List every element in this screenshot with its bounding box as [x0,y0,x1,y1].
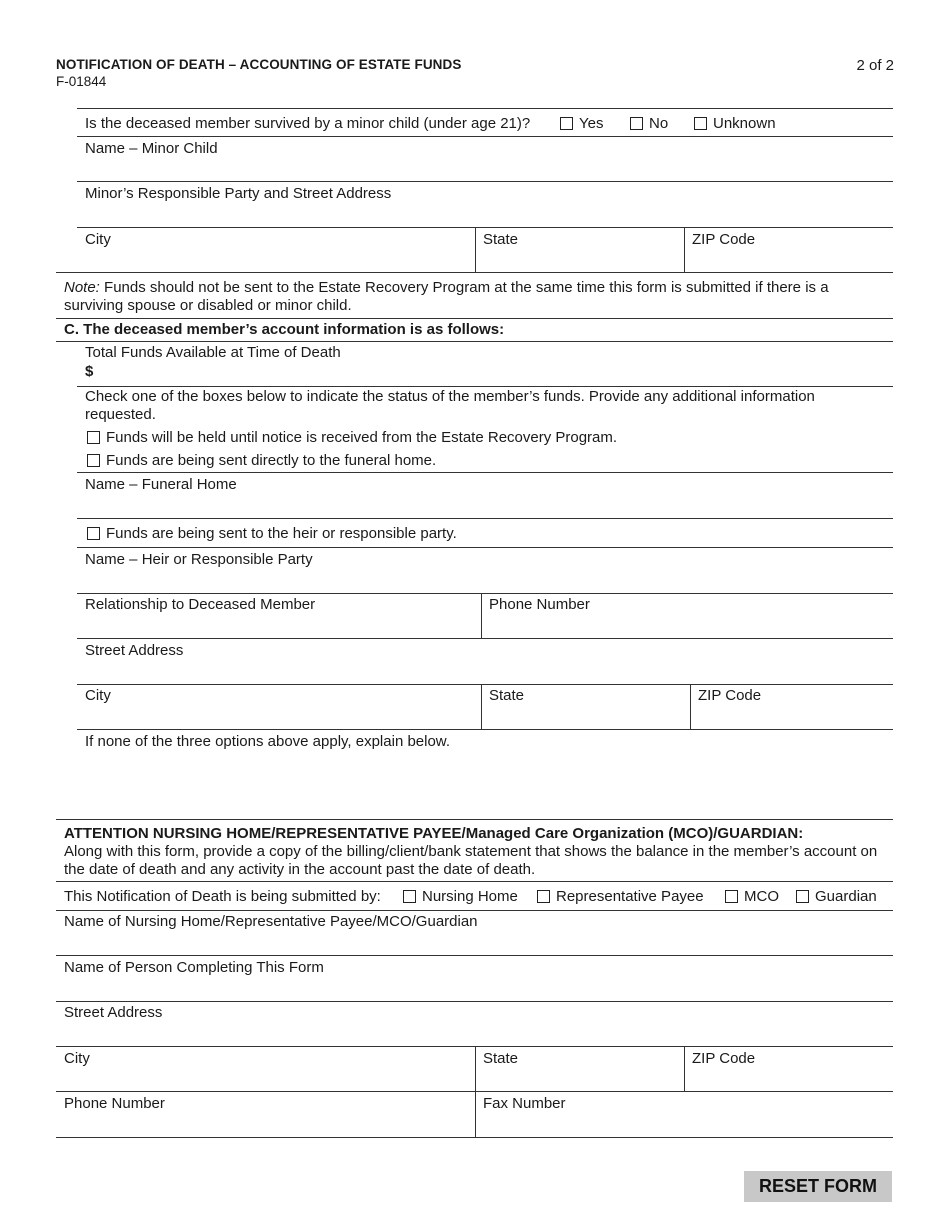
guardian-checkbox[interactable] [796,890,809,903]
rep-payee-checkbox[interactable] [537,890,550,903]
minor-unknown-checkbox[interactable] [694,117,707,130]
minor-child-question: Is the deceased member survived by a minor child (under age 21)? [85,115,531,132]
divider [77,518,893,519]
relationship-label[interactable]: Relationship to Deceased Member [85,596,316,613]
divider [77,136,893,137]
org-name-label[interactable]: Name of Nursing Home/Representative Payee/MCO/Guardian [64,913,478,930]
divider [56,1137,893,1138]
mco-label: MCO [744,888,779,905]
funds-heir-option[interactable] [87,525,457,543]
divider [481,593,482,638]
attention-heading: ATTENTION NURSING HOME/REPRESENTATIVE PAYEE/Managed Care Organization (MCO)/GUARDIAN: [64,825,804,842]
guardian-label: Guardian [815,888,877,905]
submitter-phone-label[interactable]: Phone Number [64,1095,165,1112]
divider [690,684,691,729]
divider [56,955,893,956]
minor-zip-label[interactable]: ZIP Code [692,231,756,248]
divider [56,341,893,342]
funds-funeral-checkbox[interactable] [87,454,100,467]
heir-state-label[interactable]: State [489,687,525,704]
divider [56,819,893,820]
nursing-home-option[interactable] [403,888,518,906]
form-title: NOTIFICATION OF DEATH – ACCOUNTING OF ESTATE FUNDS [56,57,462,72]
divider [77,684,893,685]
mco-checkbox[interactable] [725,890,738,903]
funds-heir-label: Funds are being sent to the heir or responsible party. [106,525,457,542]
divider [77,181,893,182]
heir-street-label[interactable]: Street Address [85,642,184,659]
submitter-fax-label[interactable]: Fax Number [483,1095,566,1112]
nursing-home-checkbox[interactable] [403,890,416,903]
divider [475,227,476,273]
minor-party-address-label[interactable]: Minor’s Responsible Party and Street Address [85,185,392,202]
person-name-label[interactable]: Name of Person Completing This Form [64,959,324,976]
funds-funeral-label: Funds are being sent directly to the funeral home. [106,452,437,469]
form-number: F-01844 [56,74,107,89]
divider [77,227,893,228]
divider [481,684,482,729]
minor-no-checkbox[interactable] [630,117,643,130]
submitter-state-label[interactable]: State [483,1050,519,1067]
funds-held-label: Funds will be held until notice is received from the Estate Recovery Program. [106,429,618,446]
minor-no-option[interactable] [630,115,668,133]
minor-child-name-label[interactable]: Name – Minor Child [85,140,218,157]
minor-no-label: No [649,115,669,132]
divider [56,1091,893,1092]
submitter-city-label[interactable]: City [64,1050,90,1067]
heir-city-label[interactable]: City [85,687,111,704]
page-number: 2 of 2 [856,57,894,74]
minor-unknown-option[interactable] [694,115,776,133]
funds-held-checkbox[interactable] [87,431,100,444]
divider [56,1001,893,1002]
divider [684,227,685,273]
currency-symbol: $ [85,363,94,380]
heir-phone-label[interactable]: Phone Number [489,596,590,613]
explain-label[interactable]: If none of the three options above apply, explain below. [85,733,450,750]
guardian-option[interactable] [796,888,877,906]
divider [684,1046,685,1091]
rep-payee-option[interactable] [537,888,704,906]
divider [77,593,893,594]
divider [77,108,893,109]
funds-held-option[interactable] [87,429,617,447]
nursing-home-label: Nursing Home [422,888,518,905]
heir-name-label[interactable]: Name – Heir or Responsible Party [85,551,313,568]
divider [56,910,893,911]
funds-funeral-option[interactable] [87,452,436,470]
section-c-heading: C. The deceased member’s account information is as follows: [64,321,505,338]
submitter-street-label[interactable]: Street Address [64,1004,163,1021]
submitter-zip-label[interactable]: ZIP Code [692,1050,756,1067]
divider [77,472,893,473]
divider [56,881,893,882]
divider [77,729,893,730]
total-funds-label[interactable]: Total Funds Available at Time of Death [85,344,341,361]
divider [77,547,893,548]
heir-zip-label[interactable]: ZIP Code [698,687,762,704]
note-text: Note: Funds should not be sent to the Estate Recovery Program at the same time this form is submitted if there is a surviving spouse or disabled or minor child. [64,279,829,314]
mco-option[interactable] [725,888,779,906]
divider [77,638,893,639]
funds-heir-checkbox[interactable] [87,527,100,540]
minor-yes-option[interactable] [560,115,603,133]
minor-yes-checkbox[interactable] [560,117,573,130]
submitted-by-label: This Notification of Death is being submitted by: [64,888,381,905]
minor-city-label[interactable]: City [85,231,111,248]
attention-text: Along with this form, provide a copy of the billing/client/bank statement that shows the balance in the member’s account on the date of death and any activity in the account past the date of death. [64,843,878,878]
minor-state-label[interactable]: State [483,231,519,248]
divider [56,318,893,319]
minor-unknown-label: Unknown [713,115,776,132]
minor-yes-label: Yes [579,115,604,132]
funeral-home-name-label[interactable]: Name – Funeral Home [85,476,237,493]
rep-payee-label: Representative Payee [556,888,704,905]
divider [56,272,893,273]
reset-form-button[interactable]: RESET FORM [744,1171,892,1202]
funds-status-instructions: Check one of the boxes below to indicate the status of the member’s funds. Provide any additional information requested. [85,388,815,423]
divider [77,386,893,387]
